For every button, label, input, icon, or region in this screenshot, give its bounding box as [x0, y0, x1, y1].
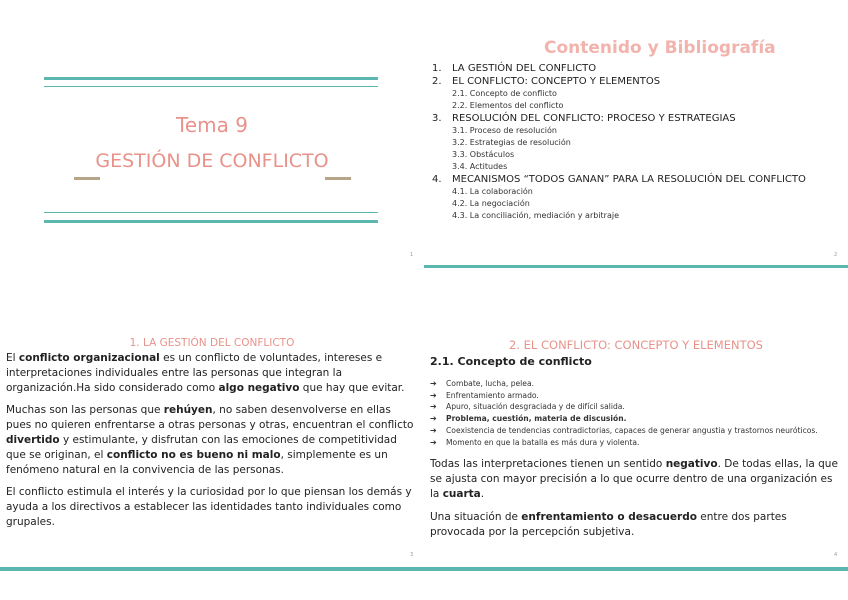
paragraph: El conflicto estimula el interés y la curiosidad por lo que piensan los demás y ayuda a los directivos a establecer las identidades tanto individuales como grupales.	[6, 486, 412, 528]
definition-list	[430, 378, 818, 448]
toc-number: 1.	[432, 63, 442, 74]
decorative-bar	[44, 220, 378, 223]
arrow-icon: ➔	[430, 379, 437, 388]
list-item	[430, 413, 818, 425]
contents-heading: Contenido y Bibliografía	[544, 38, 776, 58]
section-heading: 1. LA GESTIÓN DEL CONFLICTO	[129, 337, 295, 349]
page-number: 3	[410, 552, 414, 558]
toc-sub-entry: 4.1. La colaboración	[452, 187, 533, 196]
toc-item	[432, 112, 806, 173]
slide-concepto	[424, 300, 848, 570]
slide-title	[0, 0, 424, 270]
list-item-text: Apuro, situación desgraciada y de difícil salida.	[446, 402, 625, 412]
page-number: 2	[834, 252, 838, 258]
toc-text: MECANISMOS “TODOS GANAN” PARA LA RESOLUCIÓN DEL CONFLICTO	[452, 174, 806, 185]
toc-sub-entry: 3.1. Proceso de resolución	[452, 126, 557, 135]
slide-main-title: GESTIÓN DE CONFLICTO	[95, 150, 329, 172]
paragraph: Una situación de enfrentamiento o desacuerdo entre dos partes provocada por la percepción subjetiva.	[430, 511, 787, 538]
paragraph: Todas las interpretaciones tienen un sentido negativo. De todas ellas, la que se ajusta con mayor precisión a lo que ocurre dentro de una organización es la cuarta.	[430, 458, 838, 500]
list-item	[430, 378, 818, 390]
page-number: 1	[410, 252, 414, 258]
list-item	[430, 425, 818, 437]
decorative-tan-left	[74, 177, 100, 180]
list-item-text: Enfrentamiento armado.	[446, 390, 539, 400]
toc-main-entry	[432, 62, 806, 75]
slide-body	[6, 351, 414, 537]
slide-contents	[424, 0, 848, 270]
toc-number: 3.	[432, 113, 442, 124]
toc-sub-entry: 4.2. La negociación	[452, 199, 530, 208]
toc-main-entry	[432, 75, 806, 88]
arrow-icon: ➔	[430, 402, 437, 412]
toc-number: 2.	[432, 76, 442, 87]
toc-sub-entry: 3.3. Obstáculos	[452, 150, 515, 159]
toc-text: LA GESTIÓN DEL CONFLICTO	[452, 63, 597, 74]
arrow-icon: ➔	[430, 437, 437, 447]
list-item	[430, 401, 818, 413]
list-item-text: Combate, lucha, pelea.	[446, 379, 535, 388]
toc-main-entry	[432, 112, 806, 125]
paragraph: Muchas son las personas que rehúyen, no saben desenvolverse en ellas pues no quieren enfrentarse a otras personas y otras, encuentran el conflicto divertido y estimulante, y disfrutan con las emociones de competitividad que se originan, el conflicto no es bueno ni malo, simplemente es un fenómeno natural en la convivencia de las personas.	[6, 404, 414, 476]
decorative-bar	[0, 567, 848, 571]
arrow-icon: ➔	[430, 390, 437, 400]
toc-sub-entry: 3.4. Actitudes	[452, 162, 508, 171]
arrow-icon: ➔	[430, 414, 437, 424]
page-number: 4	[834, 552, 838, 558]
decorative-line	[44, 86, 378, 87]
toc-sub-entry: 4.3. La conciliación, mediación y arbitraje	[452, 211, 620, 220]
paragraph: El conflicto organizacional es un conflicto de voluntades, intereses e interpretaciones individuales entre las personas que integran la organización.Ha sido considerado como algo negativo que hay que evitar.	[6, 352, 405, 394]
toc-number: 4.	[432, 174, 442, 185]
arrow-icon: ➔	[430, 425, 437, 435]
list-item-text: Problema, cuestión, materia de discusión.	[446, 414, 627, 424]
slide-gestion	[0, 300, 424, 570]
section-heading: 2. EL CONFLICTO: CONCEPTO Y ELEMENTOS	[509, 338, 763, 352]
toc-text: EL CONFLICTO: CONCEPTO Y ELEMENTOS	[452, 76, 661, 87]
toc-item	[432, 75, 806, 112]
decorative-bar	[44, 77, 378, 80]
toc-text: RESOLUCIÓN DEL CONFLICTO: PROCESO Y ESTRATEGIAS	[452, 113, 736, 124]
list-item-text: Coexistencia de tendencias contradictorias, capaces de generar angustia y trastornos neuróticos.	[446, 425, 818, 435]
decorative-line	[44, 212, 378, 213]
tema-label: Tema 9	[176, 113, 248, 137]
toc-sub-entry: 2.2. Elementos del conflicto	[452, 101, 564, 110]
toc-sub-entry: 3.2. Estrategias de resolución	[452, 138, 571, 147]
slide-body	[430, 457, 840, 548]
table-of-contents	[432, 62, 806, 222]
decorative-bar	[424, 265, 848, 268]
subsection-heading: 2.1. Concepto de conflicto	[430, 355, 592, 368]
list-item	[430, 390, 818, 402]
list-item-text: Momento en que la batalla es más dura y violenta.	[446, 437, 640, 447]
toc-main-entry	[432, 173, 806, 186]
list-item	[430, 437, 818, 449]
toc-item	[432, 173, 806, 222]
decorative-tan-right	[325, 177, 351, 180]
toc-sub-entry: 2.1. Concepto de conflicto	[452, 89, 557, 98]
toc-item	[432, 62, 806, 75]
